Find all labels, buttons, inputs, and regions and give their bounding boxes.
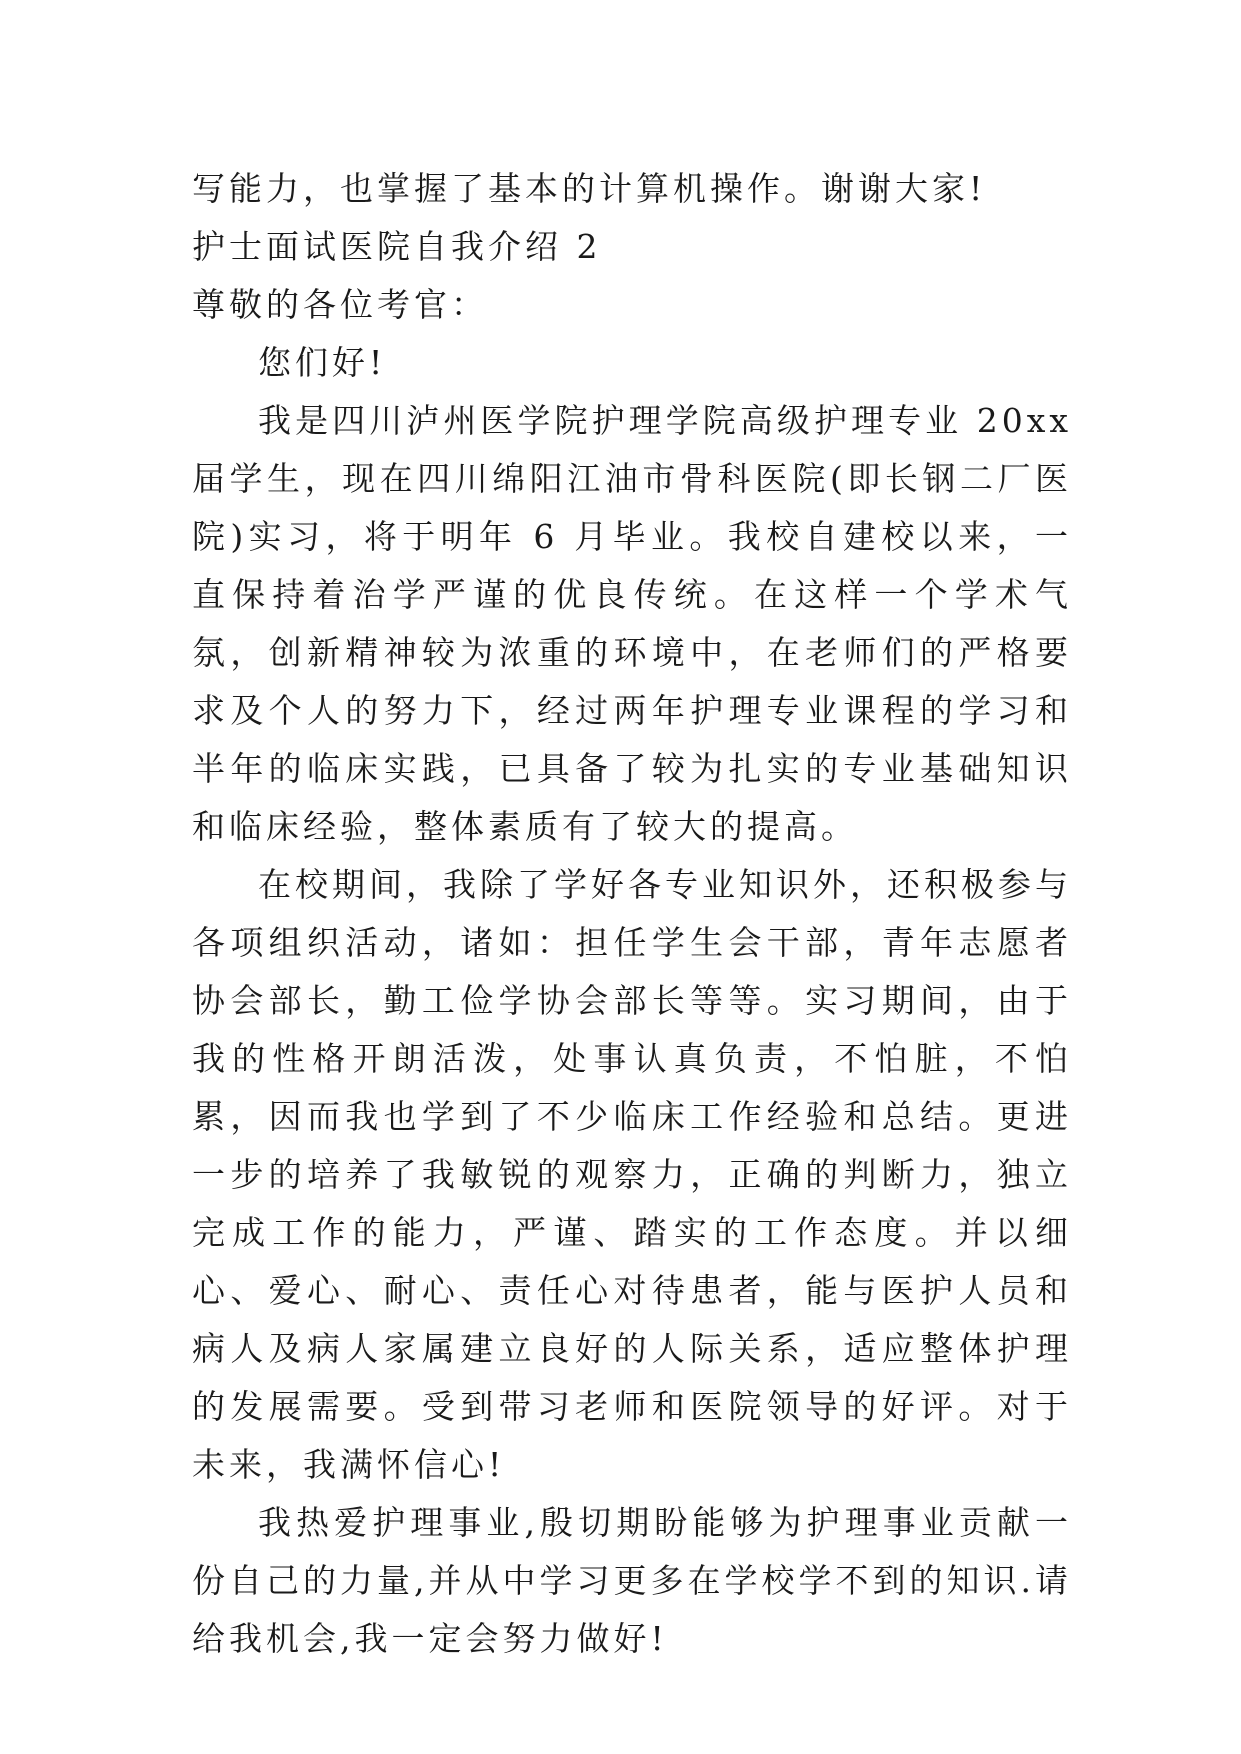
- continued-line: 写能力，也掌握了基本的计算机操作。谢谢大家!: [192, 169, 987, 208]
- greeting: 您们好!: [258, 343, 387, 382]
- paragraph-2: 在校期间，我除了学好各专业知识外，还积极参与各项组织活动，诸如：担任学生会干部，青年志愿者协会部长，勤工俭学协会部长等等。实习期间，由于我的性格开朗活泼，处事认真负责，不怕脏，不怕累，因而我也学到了不少临床工作经验和总结。更进一步的培养了我敏锐的观察力，正确的判断力，独立完成工作的能力，严谨、踏实的工作态度。并以细心、爱心、耐心、责任心对待患者，能与医护人员和病人及病人家属建立良好的人际关系，适应整体护理的发展需要。受到带习老师和医院领导的好评。对于未来，我满怀信心!: [192, 865, 1072, 1484]
- document-body: [192, 160, 1072, 1668]
- paragraph-3: 我热爱护理事业,殷切期盼能够为护理事业贡献一份自己的力量,并从中学习更多在学校学不到的知识.请给我机会,我一定会努力做好!: [192, 1503, 1072, 1658]
- section-heading: 护士面试医院自我介绍 2: [192, 227, 602, 266]
- salutation: 尊敬的各位考官：: [192, 285, 488, 324]
- paragraph-1: 我是四川泸州医学院护理学院高级护理专业 20xx 届学生，现在四川绵阳江油市骨科医院(即长钢二厂医院)实习，将于明年 6 月毕业。我校自建校以来，一直保持着治学严谨的优良传统。在这样一个学术气氛，创新精神较为浓重的环境中，在老师们的严格要求及个人的努力下，经过两年护理专业课程的学习和半年的临床实践，已具备了较为扎实的专业基础知识和临床经验，整体素质有了较大的提高。: [192, 401, 1072, 846]
